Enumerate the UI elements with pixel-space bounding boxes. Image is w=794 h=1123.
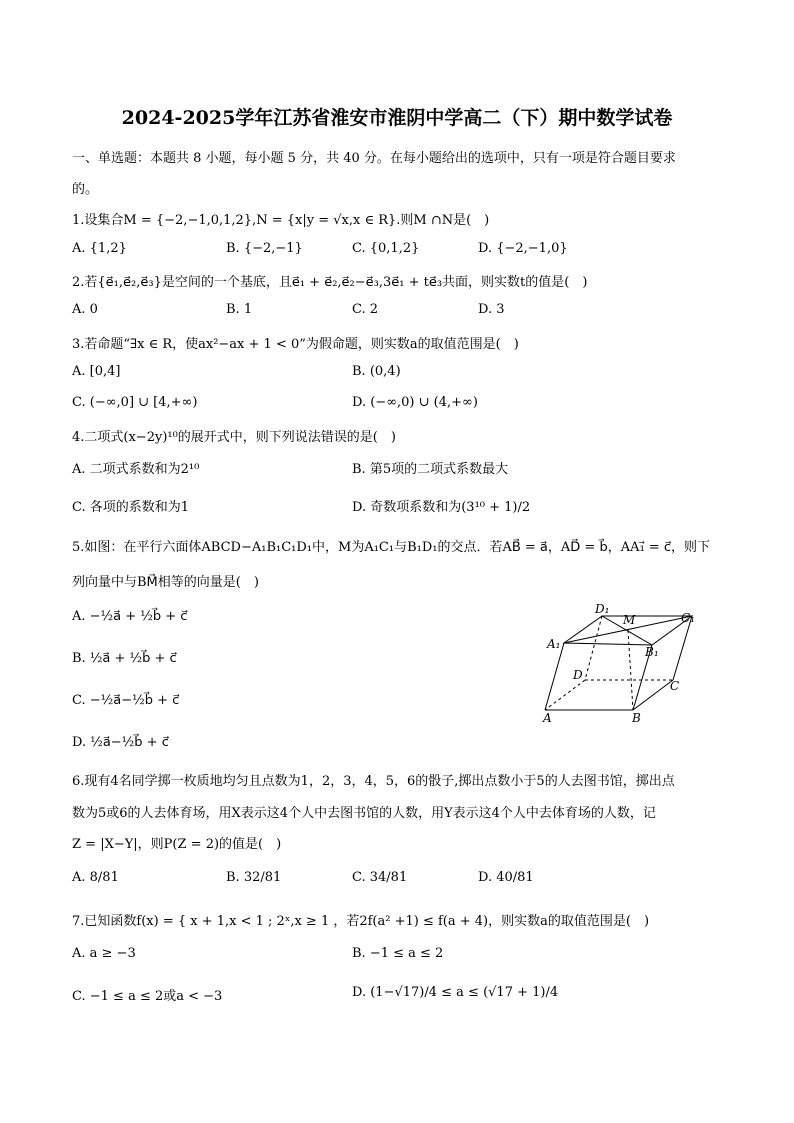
- label-m: M: [623, 613, 636, 627]
- question-6-stem: 6.现有4名同学掷一枚质地均匀且点数为1，2，3，4，5，6的骰子,掷出点数小于5的人去图书馆，掷出点: [72, 774, 675, 789]
- question-1-stem: 1.设集合M = {−2,−1,0,1,2},N = {x|y = √x,x ∈ R}.则M ∩N是( ): [72, 213, 490, 228]
- section-heading-cont: 的。: [72, 182, 99, 197]
- question-2-stem: 2.若{e⃗₁,e⃗₂,e⃗₃}是空间的一个基底，且e⃗₁ + e⃗₂,e⃗₂−e⃗₃,3e⃗₁ + te⃗₃共面，则实数t的值是( ): [72, 275, 588, 290]
- label-b: B: [632, 711, 641, 725]
- q3-option-a: A. [0,4]: [72, 364, 121, 379]
- question-5-stem: 5.如图：在平行六面体ABCD−A₁B₁C₁D₁中，M为A₁C₁与B₁D₁的交点．若AB⃗ = a⃗，AD⃗ = b⃗，AA₁⃗ = c⃗，则下: [72, 540, 711, 555]
- q4-option-b: B. 第5项的二项式系数最大: [352, 462, 509, 477]
- question-7-stem: 7.已知函数f(x) = { x + 1,x < 1 ; 2ˣ,x ≥ 1 ，若2f(a² +1) ≤ f(a + 4)，则实数a的取值范围是( ): [72, 914, 650, 929]
- q5-option-a: A. −½a⃗ + ½b⃗ + c⃗: [72, 609, 188, 624]
- q7-option-c: C. −1 ≤ a ≤ 2或a < −3: [72, 989, 223, 1004]
- parallelepiped-figure: [535, 600, 710, 725]
- q3-option-b: B. (0,4): [352, 364, 401, 379]
- q1-option-a: A. {1,2}: [72, 241, 127, 256]
- label-a1: A₁: [547, 637, 561, 651]
- label-d: D: [573, 668, 583, 682]
- q6-option-b: B. 32/81: [226, 870, 282, 885]
- q1-option-c: C. {0,1,2}: [352, 241, 420, 256]
- q1-option-b: B. {−2,−1}: [226, 241, 303, 256]
- q2-option-d: D. 3: [478, 302, 505, 317]
- q7-option-d: D. (1−√17)/4 ≤ a ≤ (√17 + 1)/4: [352, 985, 559, 1000]
- q6-option-a: A. 8/81: [72, 870, 119, 885]
- q5-option-b: B. ½a⃗ + ½b⃗ + c⃗: [72, 651, 177, 666]
- q1-option-d: D. {−2,−1,0}: [478, 241, 568, 256]
- label-a: A: [543, 711, 552, 725]
- label-c1: C₁: [681, 611, 695, 625]
- q2-option-b: B. 1: [226, 302, 253, 317]
- question-6-stem-cont1: 数为5或6的人去体育场，用X表示这4个人中去图书馆的人数，用Y表示这4个人中去体育场的人数，记: [72, 806, 656, 821]
- q5-option-c: C. −½a⃗−½b⃗ + c⃗: [72, 693, 180, 708]
- q6-option-d: D. 40/81: [478, 870, 534, 885]
- q3-option-d: D. (−∞,0) ∪ (4,+∞): [352, 395, 478, 410]
- section-heading: 一、单选题：本题共 8 小题，每小题 5 分，共 40 分。在每小题给出的选项中，只有一项是符合题目要求: [72, 151, 676, 166]
- q6-option-c: C. 34/81: [352, 870, 408, 885]
- question-3-stem: 3.若命题“∃x ∈ R，使ax²−ax + 1 < 0”为假命题，则实数a的取值范围是( ): [72, 337, 519, 352]
- q7-option-a: A. a ≥ −3: [72, 946, 136, 961]
- q2-option-c: C. 2: [352, 302, 379, 317]
- label-c: C: [670, 679, 680, 693]
- q2-option-a: A. 0: [72, 302, 98, 317]
- q4-option-a: A. 二项式系数和为2¹⁰: [72, 462, 200, 477]
- question-5-stem-cont: 列向量中与BM⃗相等的向量是( ): [72, 575, 259, 590]
- q3-option-c: C. (−∞,0] ∪ [4,+∞): [72, 395, 198, 410]
- q7-option-b: B. −1 ≤ a ≤ 2: [352, 946, 444, 961]
- question-4-stem: 4.二项式(x−2y)¹⁰的展开式中，则下列说法错误的是( ): [72, 430, 396, 445]
- q5-option-d: D. ½a⃗−½b⃗ + c⃗: [72, 735, 169, 750]
- q4-option-d: D. 奇数项系数和为(3¹⁰ + 1)/2: [352, 500, 531, 515]
- q4-option-c: C. 各项的系数和为1: [72, 500, 190, 515]
- page-title: 2024-2025学年江苏省淮安市淮阴中学高二（下）期中数学试卷: [121, 107, 673, 129]
- label-b1: B₁: [645, 645, 659, 659]
- label-d1: D₁: [595, 602, 610, 616]
- question-6-stem-cont2: Z = |X−Y|，则P(Z = 2)的值是( ): [72, 837, 282, 852]
